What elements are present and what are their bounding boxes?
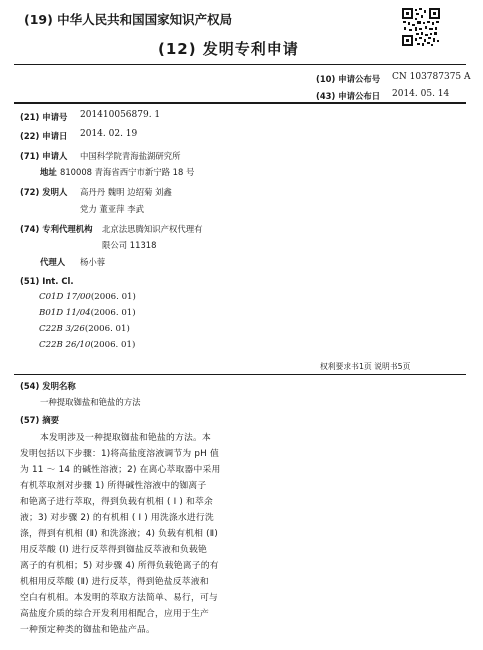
ipc-entry: [39, 324, 130, 334]
qr-code-icon: [401, 7, 441, 47]
int-cl-label: (51) Int. Cl.: [20, 276, 74, 286]
document-type: (12) 发明专利申请: [158, 40, 299, 58]
agency-line-1: 北京法思腾知识产权代理有: [102, 224, 203, 234]
abstract-line: 用反萃酸 (Ⅰ) 进行反萃得到铷盐反萃液和负载铯: [20, 545, 207, 555]
ipc-entry: [39, 308, 136, 318]
inventors-line-1: 高丹丹 魏明 边绍菊 刘鑫: [80, 187, 172, 197]
address: 810008 青海省西宁市新宁路 18 号: [60, 167, 195, 177]
header-rule-top: [14, 64, 466, 65]
publication-date: 2014. 05. 14: [392, 89, 450, 99]
ipc-date: (2006. 01): [84, 324, 130, 334]
inventor-label: (72) 发明人: [20, 187, 68, 197]
abstract-line: 有机萃取剂对步骤 1) 所得碱性溶液中的铷离子: [20, 481, 207, 491]
abstract-line: 本发明涉及一种提取铷盐和铯盐的方法。本: [40, 433, 211, 443]
abstract-line: 液；3) 对步骤 2) 的有机相 ( Ⅰ ) 用洗涤水进行洗: [20, 513, 214, 523]
abstract-line: 和铯离子进行萃取，得到负载有机相 ( Ⅰ ) 和萃余: [20, 497, 213, 507]
application-number-label: (21) 申请号: [20, 112, 68, 122]
office-name: (19) 中华人民共和国国家知识产权局: [24, 12, 233, 27]
abstract-line: 涤，得到有机相 (Ⅱ) 和洗涤液；4) 负载有机相 (Ⅱ): [20, 529, 218, 539]
applicant: 中国科学院青海盐湖研究所: [80, 151, 181, 161]
ipc-code: C22B 26/10: [39, 340, 91, 350]
ipc-entry: [39, 292, 136, 302]
page-count: 权利要求书1页 说明书5页: [320, 362, 411, 371]
ipc-date: (2006. 01): [90, 308, 136, 318]
application-date-label: (22) 申请日: [20, 131, 68, 141]
abstract-label: (57) 摘要: [20, 415, 59, 425]
ipc-date: (2006. 01): [90, 340, 136, 350]
agent: 杨小蓉: [80, 257, 106, 267]
publication-number-label: (10) 申请公布号: [316, 74, 381, 84]
invention-title: 一种提取铷盐和铯盐的方法: [40, 397, 141, 407]
ipc-code: C01D 17/00: [39, 292, 91, 302]
abstract-line: 发明包括以下步骤：1)将高盐度溶液调节为 pH 值: [20, 449, 219, 459]
abstract-line: 空白有机相。本发明的萃取方法简单、易行，可与: [20, 593, 218, 603]
publication-date-label: (43) 申请公布日: [316, 91, 381, 101]
abstract-line: 高盐度介质的综合开发利用相配合，应用于生产: [20, 609, 209, 619]
address-label: 地址: [40, 167, 57, 177]
publication-number: CN 103787375 A: [392, 72, 471, 82]
abstract-line: 为 11 ～ 14 的碱性溶液；2) 在离心萃取器中采用: [20, 465, 221, 475]
inventors-line-2: 党力 董亚萍 李武: [80, 204, 144, 214]
applicant-label: (71) 申请人: [20, 151, 68, 161]
ipc-code: C22B 3/26: [39, 324, 85, 334]
application-date: 2014. 02. 19: [80, 129, 138, 139]
abstract-line: 离子的有机相；5) 对步骤 4) 所得负载铯离子的有: [20, 561, 219, 571]
agency-label: (74) 专利代理机构: [20, 224, 93, 234]
application-number: 201410056879. 1: [80, 110, 161, 120]
abstract-line: 机相用反萃酸 (Ⅱ) 进行反萃，得到铯盐反萃液和: [20, 577, 209, 587]
ipc-entry: [39, 340, 135, 350]
ipc-code: B01D 11/04: [39, 308, 91, 318]
agency-line-2: 限公司 11318: [102, 240, 157, 250]
agent-label: 代理人: [40, 257, 66, 267]
section-rule: [14, 374, 466, 375]
header-rule-thick: [14, 102, 466, 104]
ipc-date: (2006. 01): [90, 292, 136, 302]
invention-title-label: (54) 发明名称: [20, 381, 76, 391]
abstract-line: 一种预定种类的铷盐和铯盐产品。: [20, 625, 155, 635]
